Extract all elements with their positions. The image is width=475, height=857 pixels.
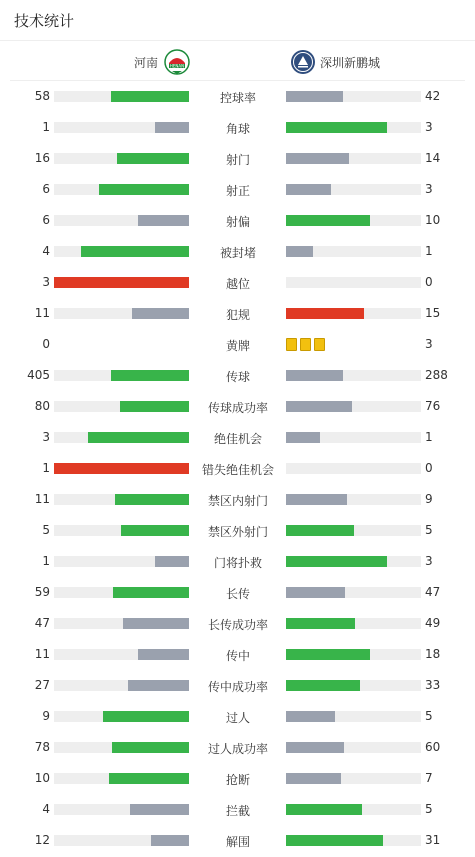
home-stat-bar-track [54, 711, 189, 722]
stat-row [0, 763, 475, 794]
home-stat-bar [138, 215, 189, 226]
away-stat-value: 0 [425, 461, 433, 475]
home-stat-bar [155, 122, 189, 133]
away-stat-bar [286, 804, 362, 815]
away-stat-value: 42 [425, 89, 441, 103]
away-stat-bar-track [286, 587, 421, 598]
home-stat-value: 59 [34, 585, 50, 599]
home-stat-value: 5 [42, 523, 50, 537]
home-stat-bar-track [54, 370, 189, 381]
stat-row [0, 453, 475, 484]
page-title: 技术统计 [14, 12, 75, 30]
away-stat-value: 5 [425, 523, 433, 537]
away-stat-bar-track [286, 556, 421, 567]
away-stat-bar-track [286, 401, 421, 412]
stats-list [0, 81, 475, 856]
away-stat-value: 18 [425, 647, 441, 661]
away-stat-bar-track [286, 494, 421, 505]
away-stat-bar [286, 680, 360, 691]
home-stat-bar [115, 494, 189, 505]
home-stat-bar [121, 525, 189, 536]
away-stat-value: 47 [425, 585, 441, 599]
home-stat-bar [88, 432, 189, 443]
away-stat-bar [286, 618, 355, 629]
home-stat-value: 4 [42, 802, 50, 816]
away-stat-value: 31 [425, 833, 441, 847]
away-stat-bar-track [286, 308, 421, 319]
home-stat-bar-track [54, 463, 189, 474]
home-stat-bar-track [54, 432, 189, 443]
stat-row [0, 236, 475, 267]
home-stat-bar [151, 835, 189, 846]
home-stat-bar [112, 742, 189, 753]
home-stat-bar-track [54, 742, 189, 753]
away-stat-bar-track [286, 184, 421, 195]
away-stat-value: 10 [425, 213, 441, 227]
away-stat-bar [286, 401, 352, 412]
away-stat-value: 60 [425, 740, 441, 754]
teams-header [0, 46, 475, 78]
home-stat-value: 27 [34, 678, 50, 692]
away-stat-bar [286, 432, 320, 443]
stat-label: 抢断 [225, 773, 250, 787]
home-stat-bar [54, 463, 189, 474]
stat-label: 长传 [225, 587, 250, 601]
stat-label: 过人成功率 [207, 742, 268, 756]
home-stat-bar [120, 401, 189, 412]
stat-row [0, 329, 475, 360]
home-stat-bar-track [54, 494, 189, 505]
away-stat-value: 5 [425, 802, 433, 816]
home-stat-value: 16 [34, 151, 50, 165]
away-stat-bar [286, 649, 370, 660]
away-stat-value: 3 [425, 337, 433, 351]
stat-row [0, 732, 475, 763]
stat-row [0, 360, 475, 391]
away-stat-value: 3 [425, 554, 433, 568]
stat-label: 被封堵 [219, 246, 256, 260]
home-stat-bar-track [54, 773, 189, 784]
stat-label: 门将扑救 [213, 556, 262, 570]
home-stat-bar-track [54, 835, 189, 846]
away-stat-bar-track [286, 525, 421, 536]
stat-row [0, 701, 475, 732]
away-stat-bar-track [286, 618, 421, 629]
away-stat-bar [286, 525, 354, 536]
stat-label: 传中成功率 [207, 680, 268, 694]
stat-label: 拦截 [225, 804, 250, 818]
stat-row [0, 174, 475, 205]
home-stat-value: 0 [42, 337, 50, 351]
away-stat-value: 3 [425, 182, 433, 196]
away-stat-bar [286, 587, 345, 598]
home-stat-bar [111, 91, 189, 102]
home-stat-value: 405 [27, 368, 50, 382]
home-stat-bar-track [54, 277, 189, 288]
stat-row [0, 670, 475, 701]
away-stat-bar-track [286, 370, 421, 381]
away-stat-bar [286, 711, 335, 722]
home-stat-bar [123, 618, 189, 629]
home-stat-value: 78 [34, 740, 50, 754]
title-divider [0, 40, 475, 41]
home-stat-bar [109, 773, 189, 784]
home-stat-value: 11 [34, 306, 50, 320]
home-stat-bar [103, 711, 189, 722]
stat-label: 长传成功率 [207, 618, 268, 632]
stat-label: 绝佳机会 [213, 432, 262, 446]
away-stat-bar-track [286, 153, 421, 164]
stat-label: 禁区外射门 [207, 525, 268, 539]
home-stat-bar-track [54, 525, 189, 536]
stat-row [0, 546, 475, 577]
svg-text:HENAN: HENAN [169, 63, 185, 69]
away-stat-bar [286, 556, 387, 567]
stat-label: 黄牌 [225, 339, 250, 353]
shenzhen-club-badge-icon [290, 49, 316, 75]
stat-row [0, 422, 475, 453]
home-stat-bar-track [54, 556, 189, 567]
home-stat-bar-track [54, 184, 189, 195]
home-stat-bar [117, 153, 189, 164]
stat-row [0, 81, 475, 112]
home-stat-value: 1 [42, 461, 50, 475]
away-stat-bar-track [286, 215, 421, 226]
home-stat-bar-track [54, 91, 189, 102]
home-stat-value: 1 [42, 554, 50, 568]
away-stat-value: 9 [425, 492, 433, 506]
home-stat-bar-track [54, 587, 189, 598]
away-stat-bar-track [286, 804, 421, 815]
away-stat-value: 7 [425, 771, 433, 785]
home-stat-value: 11 [34, 492, 50, 506]
away-stat-bar-track [286, 649, 421, 660]
home-stat-bar [113, 587, 189, 598]
away-stat-bar-track [286, 432, 421, 443]
away-stat-value: 49 [425, 616, 441, 630]
stat-row [0, 484, 475, 515]
home-stat-value: 6 [42, 182, 50, 196]
away-stat-bar [286, 91, 343, 102]
away-stat-bar [286, 494, 347, 505]
home-stat-value: 3 [42, 275, 50, 289]
home-stat-bar-track [54, 618, 189, 629]
home-stat-bar [138, 649, 189, 660]
away-stat-bar-track [286, 277, 421, 288]
away-stat-bar [286, 246, 313, 257]
home-stat-value: 11 [34, 647, 50, 661]
stat-label: 禁区内射门 [207, 494, 268, 508]
stat-label: 传中 [225, 649, 250, 663]
away-team-name: 深圳新鹏城 [320, 55, 381, 70]
away-stat-bar-track [286, 122, 421, 133]
stat-label: 射正 [225, 184, 250, 198]
away-stat-bar-track [286, 680, 421, 691]
stat-row [0, 794, 475, 825]
home-stat-value: 47 [34, 616, 50, 630]
home-stat-value: 3 [42, 430, 50, 444]
home-stat-value: 1 [42, 120, 50, 134]
home-stat-bar [99, 184, 189, 195]
stat-row [0, 112, 475, 143]
stat-row [0, 825, 475, 856]
home-stat-bar [128, 680, 189, 691]
away-stat-value: 1 [425, 430, 433, 444]
home-stat-value: 58 [34, 89, 50, 103]
home-stat-bar-track [54, 649, 189, 660]
home-team-name: 河南 [133, 55, 158, 70]
stat-row [0, 298, 475, 329]
home-stat-bar-track [54, 122, 189, 133]
home-stat-bar [54, 277, 189, 288]
stat-label: 错失绝佳机会 [201, 463, 274, 477]
away-team[interactable] [290, 48, 380, 76]
home-stat-value: 6 [42, 213, 50, 227]
home-stat-bar [130, 804, 189, 815]
home-stat-bar [111, 370, 189, 381]
stat-label: 过人 [225, 711, 250, 725]
away-stat-bar-track [286, 246, 421, 257]
away-stat-bar [286, 308, 364, 319]
away-stat-value: 76 [425, 399, 441, 413]
away-stat-value: 0 [425, 275, 433, 289]
stat-label: 射偏 [225, 215, 250, 229]
away-stat-bar [286, 153, 349, 164]
home-stat-bar-track [54, 804, 189, 815]
home-stat-bar [132, 308, 189, 319]
stat-row [0, 515, 475, 546]
away-stat-bar-track [286, 711, 421, 722]
away-stat-bar [286, 370, 343, 381]
home-stat-value: 12 [34, 833, 50, 847]
away-stat-bar-track [286, 91, 421, 102]
away-stat-value: 1 [425, 244, 433, 258]
stat-row [0, 391, 475, 422]
home-team[interactable] [134, 48, 190, 76]
stat-row [0, 267, 475, 298]
away-stat-bar-track [286, 835, 421, 846]
away-stat-bar-track [286, 742, 421, 753]
home-stat-bar-track [54, 308, 189, 319]
yellow-card-icon [300, 338, 311, 351]
stat-label: 射门 [225, 153, 250, 167]
away-stat-bar [286, 742, 344, 753]
stat-label: 解围 [225, 835, 250, 849]
home-stat-value: 80 [34, 399, 50, 413]
home-stat-bar [81, 246, 189, 257]
home-stat-bar [155, 556, 189, 567]
yellow-card-icon [314, 338, 325, 351]
stat-label: 传球成功率 [207, 401, 268, 415]
home-stat-value: 4 [42, 244, 50, 258]
stat-row [0, 205, 475, 236]
away-stat-value: 15 [425, 306, 441, 320]
home-stat-bar-track [54, 680, 189, 691]
away-stat-bar-track [286, 773, 421, 784]
away-stat-bar [286, 122, 387, 133]
home-stat-bar-track [54, 215, 189, 226]
home-stat-bar-track [54, 246, 189, 257]
away-stat-value: 288 [425, 368, 448, 382]
stat-label: 犯规 [225, 308, 250, 322]
away-yellow-cards [286, 338, 325, 351]
away-stat-bar-track [286, 463, 421, 474]
stat-row [0, 608, 475, 639]
away-stat-value: 5 [425, 709, 433, 723]
home-stat-bar-track [54, 401, 189, 412]
stat-row [0, 143, 475, 174]
home-stat-bar-track [54, 153, 189, 164]
yellow-card-icon [286, 338, 297, 351]
stat-label: 角球 [225, 122, 250, 136]
home-stat-value: 10 [34, 771, 50, 785]
henan-club-badge-icon [164, 49, 190, 75]
stat-label: 传球 [225, 370, 250, 384]
away-stat-value: 3 [425, 120, 433, 134]
away-stat-value: 33 [425, 678, 441, 692]
stat-label: 越位 [225, 277, 250, 291]
away-stat-bar [286, 773, 341, 784]
away-stat-bar [286, 184, 331, 195]
away-stat-value: 14 [425, 151, 441, 165]
stat-row [0, 577, 475, 608]
stat-label: 控球率 [219, 91, 256, 105]
away-stat-bar [286, 215, 370, 226]
home-stat-value: 9 [42, 709, 50, 723]
stat-row [0, 639, 475, 670]
away-stat-bar [286, 835, 383, 846]
